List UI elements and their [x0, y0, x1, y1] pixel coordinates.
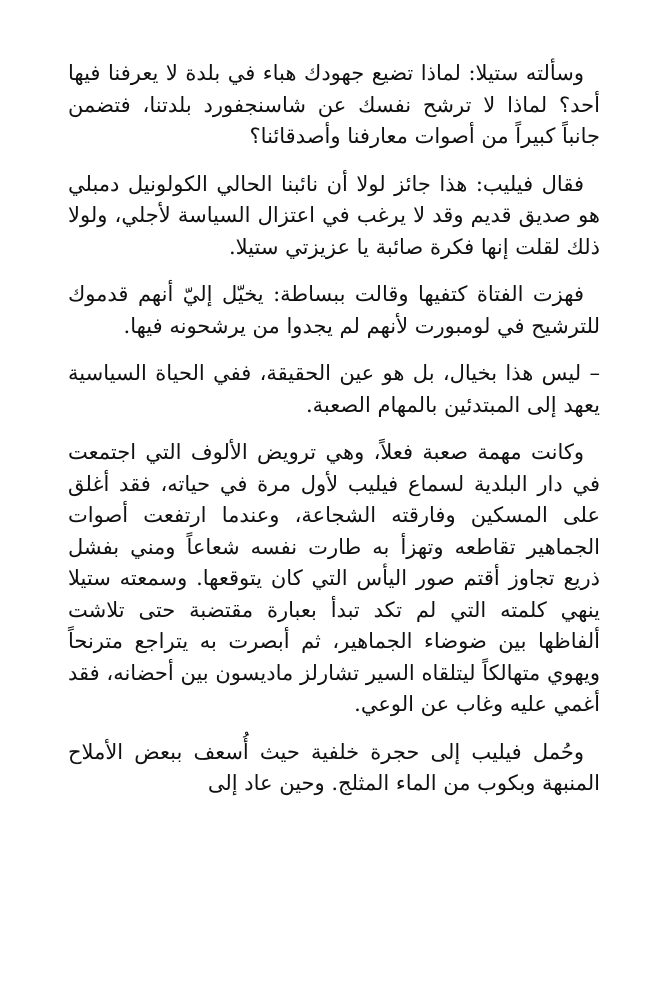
paragraph-difficult-task: وكانت مهمة صعبة فعلاً، وهي ترويض الألوف التي اجتمعت في دار البلدية لسماع فيليب لأول مرة في حياته، فقد أغلق على المسكين وفارقته الشجاعة، وعندما ارتفعت أصوات الجماهير تقاطعه وتهزأ به طارت نفسه شعاعاً ومني بفشل ذريع تجاوز أقتم صور اليأس التي كان يتوقعها. وسمعته ستيلا ينهي كلمته التي لم تكد تبدأ بعبارة مقتضبة حتى تلاشت ألفاظها بين ضوضاء الجماهير، ثم أبصرت به يتراجع مترنحاً ويهوي متهالكاً ليتلقاه السير تشارلز ماديسون بين أحضانه، فقد أغمي عليه وغاب عن الوعي. [68, 440, 601, 716]
paragraph-philip-carried: وحُمل فيليب إلى حجرة خلفية حيث أُسعف ببعض الأملاح المنبهة وبكوب من الماء المثلج. وحين عاد إلى [68, 739, 600, 795]
paragraph-stella-question: وسألته ستيلا: لماذا تضيع جهودك هباء في بلدة لا يعرفنا فيها أحد؟ لماذا لا ترشح نفسك عن شاسنجفورد بلدتنا، فتضمن جانباً كبيراً من أصوات معارفنا وأصدقائنا؟ [68, 61, 600, 148]
paragraph-dialogue-dash: – ليس هذا بخيال، بل هو عين الحقيقة، ففي الحياة السياسية يعهد إلى المبتدئين بالمهام الصعبة. [68, 361, 600, 417]
book-page-text [68, 58, 600, 816]
paragraph-girl-shrugs: فهزت الفتاة كتفيها وقالت ببساطة: يخيّل إليّ أنهم قدموك للترشيح في لومبورت لأنهم لم يجدوا من يرشحونه فيها. [68, 282, 600, 338]
paragraph-philip-reply: فقال فيليب: هذا جائز لولا أن نائبنا الحالي الكولونيل دمبلي هو صديق قديم وقد لا يرغب في اعتزال السياسة لأجلي، ولولا ذلك لقلت إنها فكرة صائبة يا عزيزتي ستيلا. [68, 171, 600, 259]
